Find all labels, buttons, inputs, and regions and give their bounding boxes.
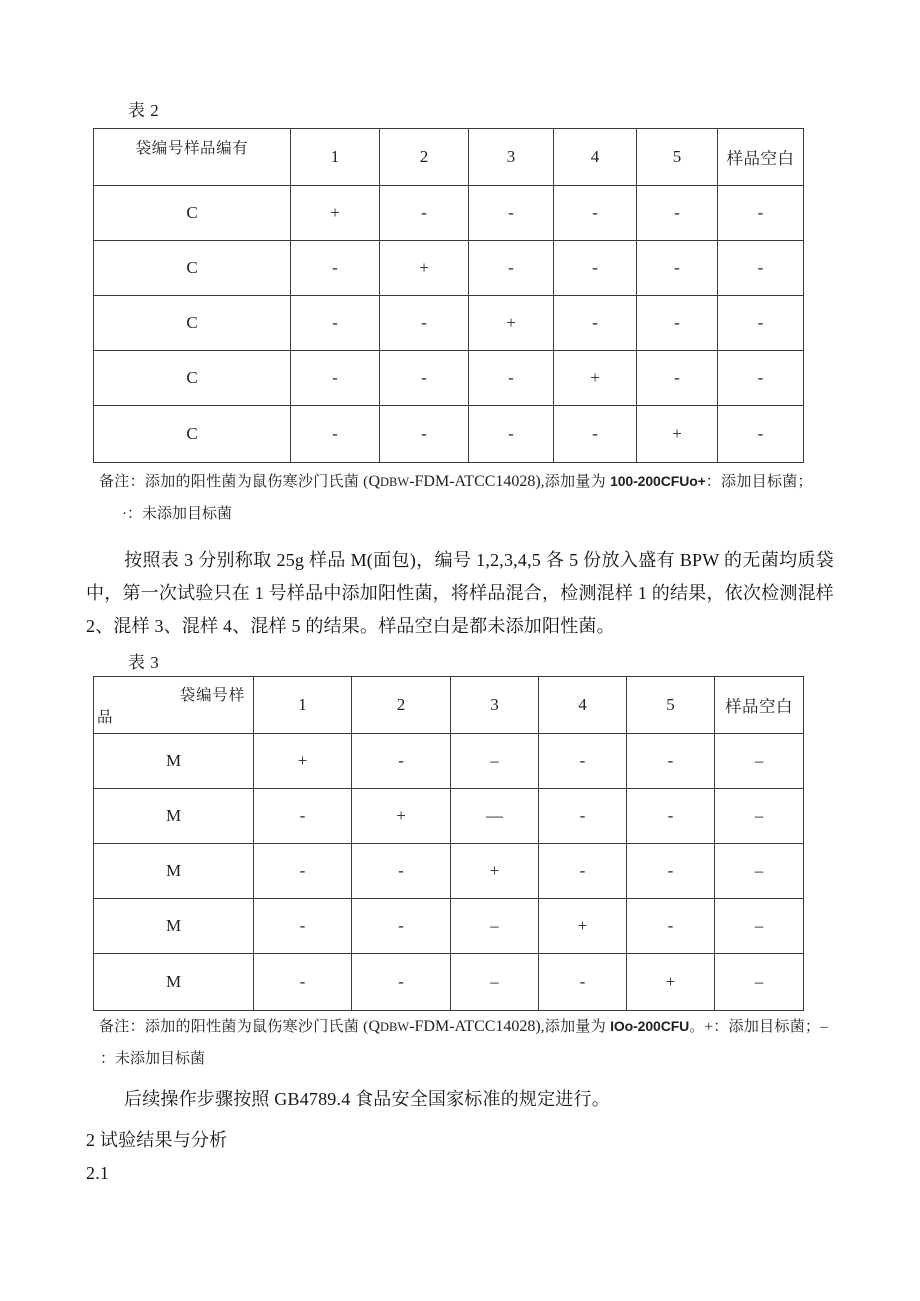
- table3-cell: +: [539, 899, 627, 954]
- table3-cell: +: [254, 734, 352, 789]
- table-row: [94, 296, 804, 351]
- table2-cell: -: [291, 351, 380, 406]
- table3-cell: –: [451, 734, 539, 789]
- table3-cell: —: [451, 789, 539, 844]
- table2-row-label: C: [94, 406, 291, 463]
- table3-cell: -: [352, 844, 451, 899]
- table-row: [94, 351, 804, 406]
- experiment-paragraph: [86, 544, 834, 643]
- table3-col-header-3: 3: [451, 677, 539, 734]
- table3-cell: –: [715, 844, 804, 899]
- table-row: [94, 844, 804, 899]
- table2-cell: +: [469, 296, 554, 351]
- table2-cell: -: [718, 186, 804, 241]
- table3-note-line1: [99, 1015, 828, 1040]
- table2-note-line2: ·：未添加目标菌: [122, 506, 232, 522]
- table2-cell: -: [718, 406, 804, 463]
- table2-cell: +: [291, 186, 380, 241]
- table2-cell: -: [380, 186, 469, 241]
- table2-cell: -: [554, 186, 637, 241]
- table3-corner-header: [94, 677, 254, 734]
- table2-col-header-5: 5: [637, 129, 718, 186]
- table3-cell: -: [352, 954, 451, 1011]
- table2-note-amount: 100-200CFUo+: [610, 473, 706, 489]
- table2-row-label: C: [94, 186, 291, 241]
- table3-cell: -: [627, 789, 715, 844]
- table2-cell: -: [554, 241, 637, 296]
- table3-cell: -: [352, 734, 451, 789]
- table3-cell: -: [627, 734, 715, 789]
- table3-cell: -: [254, 844, 352, 899]
- table2-cell: -: [637, 186, 718, 241]
- table3-col-header-blank: 样品空白: [715, 677, 804, 734]
- table2-col-header-4: 4: [554, 129, 637, 186]
- table3-cell: -: [254, 789, 352, 844]
- table2-caption: 表 2: [128, 101, 160, 120]
- table2-cell: -: [469, 186, 554, 241]
- table2-cell: +: [380, 241, 469, 296]
- table3-note-line2: ：未添加目标菌: [100, 1051, 206, 1067]
- table2: [93, 128, 804, 463]
- table3-col-header-2: 2: [352, 677, 451, 734]
- table-row: [94, 241, 804, 296]
- table3-row-label: M: [94, 954, 254, 1011]
- closing-line-method: [86, 1085, 610, 1111]
- table3-cell: -: [539, 789, 627, 844]
- table2-cell: -: [718, 351, 804, 406]
- table2-note-code-q: Q: [368, 473, 381, 490]
- table-row: [94, 406, 804, 463]
- table2-note-line1: [99, 470, 813, 495]
- table2-cell: -: [469, 351, 554, 406]
- table3-note-tail: 。+：添加目标菌；–: [689, 1019, 829, 1035]
- paragraph-text: 按照表 3 分别称取 25g 样品 M(面包)，编号 1,2,3,4,5 各 5 份放入盛有 BPW 的无菌均质袋中，第一次试验只在 1 号样品中添加阳性菌，将样品混合，检测混样 1 的结果，依次检测混样 2、混样 3、混样 4、混样 5 的结果。样品空白是都未添加阳性菌。: [86, 550, 834, 636]
- closing-line-method-text: 后续操作步骤按照 GB4789.4 食品安全国家标准的规定进行。: [124, 1089, 610, 1109]
- table2-note-code-smallcaps: DBW: [380, 475, 410, 489]
- table3-header-row: [94, 677, 804, 734]
- table2-col-header-2: 2: [380, 129, 469, 186]
- section-heading-2-1: 2.1: [86, 1163, 110, 1183]
- table2-cell: -: [637, 241, 718, 296]
- table2-cell: -: [291, 241, 380, 296]
- table3-corner-header-line2: 品: [97, 709, 114, 726]
- table2-cell: -: [291, 406, 380, 463]
- table3-caption: 表 3: [128, 653, 160, 672]
- table2-col-header-3: 3: [469, 129, 554, 186]
- table3-cell: -: [254, 954, 352, 1011]
- table2-cell: -: [718, 241, 804, 296]
- table2-cell: -: [380, 296, 469, 351]
- table3-cell: –: [715, 899, 804, 954]
- table3-col-header-4: 4: [539, 677, 627, 734]
- table2-row-label: C: [94, 241, 291, 296]
- table3-note-prefix: 备注：添加的阳性菌为鼠伤寒沙门氏菌 (: [99, 1019, 369, 1035]
- table3-col-header-5: 5: [627, 677, 715, 734]
- table3-col-header-1: 1: [254, 677, 352, 734]
- table2-note-mid: ,添加量为: [540, 474, 611, 490]
- table-row: [94, 734, 804, 789]
- table3-cell: –: [715, 954, 804, 1011]
- table3-cell: -: [254, 899, 352, 954]
- table3-note-amount: IOo-200CFU: [610, 1018, 690, 1034]
- table2-note-code-rest: -FDM-ATCC14028): [409, 473, 541, 490]
- table-row: [94, 186, 804, 241]
- table2-cell: -: [380, 351, 469, 406]
- table2-cell: +: [637, 406, 718, 463]
- table2-cell: -: [554, 296, 637, 351]
- table3-note-code-rest: -FDM-ATCC14028): [409, 1018, 541, 1035]
- table3-cell: –: [715, 789, 804, 844]
- table3-cell: +: [451, 844, 539, 899]
- table3-cell: +: [627, 954, 715, 1011]
- table3-note-mid: ,添加量为: [540, 1019, 611, 1035]
- table3-row-label: M: [94, 734, 254, 789]
- table3-note-code-smallcaps: DBW: [380, 1020, 410, 1034]
- table3-cell: -: [539, 844, 627, 899]
- table-row: [94, 899, 804, 954]
- table3-cell: -: [627, 899, 715, 954]
- table3-cell: -: [539, 954, 627, 1011]
- table2-col-header-1: 1: [291, 129, 380, 186]
- table2-row-label: C: [94, 296, 291, 351]
- section-heading-2: 2 试验结果与分析: [86, 1130, 228, 1150]
- table3-corner-header-line1: 袋编号样: [179, 687, 245, 704]
- table2-cell: +: [554, 351, 637, 406]
- table2-cell: -: [637, 296, 718, 351]
- table2-header-row: [94, 129, 804, 186]
- table2-cell: -: [291, 296, 380, 351]
- table2-corner-header-text: 袋编号样品编有: [135, 140, 249, 157]
- table2-note-tail: ：添加目标菌；: [705, 474, 813, 490]
- table2-cell: -: [469, 406, 554, 463]
- table-row: [94, 789, 804, 844]
- table2-row-label: C: [94, 351, 291, 406]
- table2-cell: -: [469, 241, 554, 296]
- table2-cell: -: [637, 351, 718, 406]
- table2-note-prefix: 备注：添加的阳性菌为鼠伤寒沙门氏菌 (: [99, 474, 369, 490]
- table2-col-header-blank: 样品空白: [718, 129, 804, 186]
- table3-row-label: M: [94, 899, 254, 954]
- table3-cell: -: [352, 899, 451, 954]
- table3: [93, 676, 804, 1011]
- table3-cell: –: [451, 899, 539, 954]
- table3-cell: -: [539, 734, 627, 789]
- table2-cell: -: [718, 296, 804, 351]
- table2-cell: -: [554, 406, 637, 463]
- table3-cell: -: [627, 844, 715, 899]
- table3-cell: –: [451, 954, 539, 1011]
- table2-cell: -: [380, 406, 469, 463]
- table3-row-label: M: [94, 789, 254, 844]
- table3-cell: –: [715, 734, 804, 789]
- table3-note-code-q: Q: [368, 1018, 381, 1035]
- table3-row-label: M: [94, 844, 254, 899]
- table-row: [94, 954, 804, 1011]
- table3-cell: +: [352, 789, 451, 844]
- table2-corner-header: [94, 129, 291, 186]
